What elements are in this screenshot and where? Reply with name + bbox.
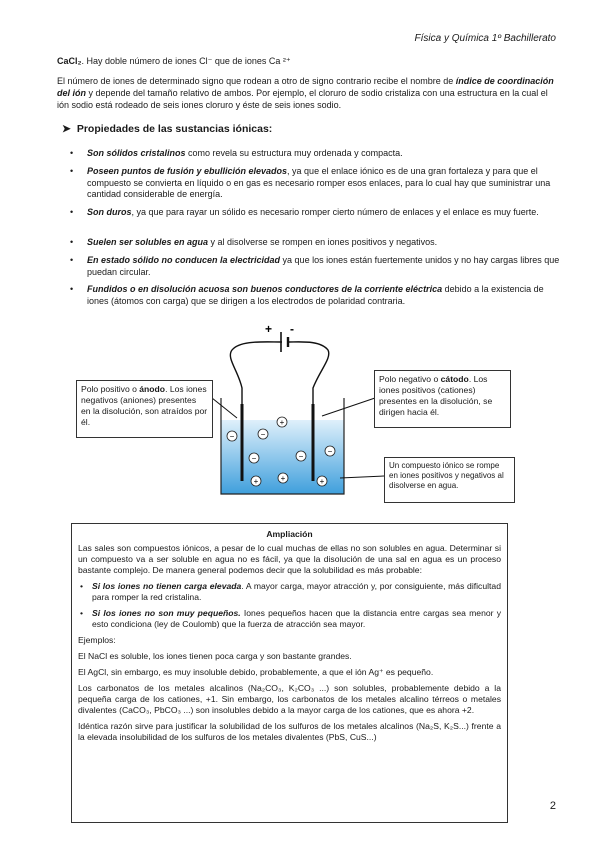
bullet-icon: • — [70, 207, 74, 217]
cathode-label — [374, 370, 511, 428]
cathode-pointer — [322, 398, 375, 416]
bullet-text: ya que los iones están fuertemente unidos y no hay cargas libres que puedan circular. — [87, 255, 560, 277]
list-item — [78, 608, 501, 630]
ion-sign: − — [251, 454, 257, 463]
list-item — [78, 581, 501, 603]
compound-label: Un compuesto iónico se rompe en iones positivos y negativos al disolverse en agua. — [384, 457, 515, 503]
anion — [227, 431, 237, 441]
bullet-icon: • — [70, 148, 74, 158]
cathode-term: cátodo — [440, 374, 469, 384]
bullet-text: y al disolverse se rompen en iones positivos y negativos. — [208, 237, 438, 247]
cathode-text-a: Polo negativo o — [379, 374, 441, 384]
p2-a: El número de iones de determinado signo que rodean a otro de signo contrario recibe el nombre de — [57, 76, 456, 86]
ion-sign: − — [327, 447, 333, 456]
bullet-bold: Son duros — [87, 207, 132, 217]
ampliacion-title: Ampliación — [266, 529, 313, 539]
ion-sign: + — [319, 477, 325, 486]
anion — [325, 446, 335, 456]
ion-sign: + — [279, 418, 285, 427]
cathode-wire — [288, 342, 329, 404]
minus-sign: - — [290, 322, 294, 336]
example-carbonates: Los carbonatos de los metales alcalinos (Na₂CO₃, K₂CO₃ ...) son solubles, probablemente debido a la pequeña carga de los cationes, +1. Sin embargo, los carbonatos de los metales alcalino térreos o metales divalentes (CaCO₃, PbCO₃ ...) son insolubles debido a la mayor carga de los cationes, que es ahora +2. — [78, 683, 501, 715]
anion — [249, 453, 259, 463]
ion-sign: − — [260, 430, 266, 439]
examples-label: Ejemplos: — [78, 635, 116, 645]
bullet-bold: Son sólidos cristalinos — [87, 148, 186, 158]
ion-sign: − — [298, 452, 304, 461]
example-sulfides: Idéntica razón sirve para justificar la solubilidad de los sulfuros de los metales alcalinos (Na₂S, K₂S...) frente a la elevada insolubilidad de los sulfuros de los metales divalentes (PbS, CuS...) — [78, 721, 501, 742]
bullet-icon: • — [70, 237, 74, 247]
bullet-text: debido a la existencia de iones (átomos con carga) que se dirigen a los electrodos de polaridad contraria. — [87, 284, 544, 306]
cation — [277, 417, 287, 427]
bullet-icon: • — [70, 166, 74, 176]
page-number: 2 — [549, 800, 556, 812]
bullet-text: Iones pequeños hacen que la distancia entre cargas sea menor y esto condiciona (ley de Coulomb) que la fuerza de atracción sea mayor. — [92, 608, 502, 629]
ion-sign: + — [280, 474, 286, 483]
ion-sign: + — [253, 477, 259, 486]
ampliacion-box — [71, 523, 508, 823]
intro-line-text: . Hay doble número de iones Cl⁻ que de iones Ca ²⁺ — [81, 56, 291, 66]
coordination-term: índice de coordinación del ión — [57, 76, 554, 98]
anode-pointer — [212, 398, 237, 418]
anode-text-c: . Los iones negativos (aniones) presentes en la disolución, son atraídos por él. — [81, 384, 208, 427]
bullet-text: , ya que para rayar un sólido es necesario romper cierto número de enlaces y el enlace es muy fuerte. — [131, 207, 539, 217]
bullet-bold: Si los iones no son muy pequeños. — [92, 608, 241, 618]
section-title: Propiedades de las sustancias iónicas: — [76, 123, 273, 135]
ampliacion-p1: Las sales son compuestos iónicos, a pesar de lo cual muchas de ellas no son solubles en agua. Determinar si un compuesto va a ser soluble en agua no es fácil, ya que la disolución de una sal en agua es un proceso bastante complejo. De manera general podemos decir que la solubilidad es más probable: — [78, 543, 501, 575]
cation — [251, 476, 261, 486]
formula: CaCl₂ — [57, 56, 82, 66]
page-header: Física y Química 1º Bachillerato — [414, 33, 556, 44]
example-nacl: El NaCl es soluble, los iones tienen poca carga y son bastante grandes. — [78, 651, 352, 661]
cathode-text-c: . Los iones positivos (cationes) presentes en la disolución, se dirigen hacia él. — [379, 374, 493, 417]
anode-wire — [230, 342, 282, 404]
bullet-icon: • — [80, 608, 84, 618]
ion-sign: − — [229, 432, 235, 441]
bullet-bold: Poseen puntos de fusión y ebullición elevados — [87, 166, 288, 176]
cation — [317, 476, 327, 486]
anode-term: ánodo — [139, 384, 166, 394]
bullet-text: como revela su estructura muy ordenada y compacta. — [185, 148, 403, 158]
bullet-icon: • — [70, 255, 74, 265]
compound-pointer — [340, 476, 384, 478]
bullet-text: , ya que el enlace iónico es de una gran fortaleza y para que el compuesto se convierta en líquido o en gas es necesario romper esos enlaces, para lo cual hay que suministrar una cantidad considerable de energía. — [87, 166, 551, 199]
anode-label — [76, 380, 213, 438]
cation — [278, 473, 288, 483]
arrow-icon: ➤ — [62, 123, 71, 135]
anode-text-a: Polo positivo o — [81, 384, 140, 394]
bullet-bold: En estado sólido no conducen la electricidad — [87, 255, 281, 265]
bullet-bold: Si los iones no tienen carga elevada — [92, 581, 242, 591]
plus-sign: + — [265, 322, 273, 336]
bullet-bold: Suelen ser solubles en agua — [87, 237, 209, 247]
anion — [258, 429, 268, 439]
bullet-icon: • — [80, 581, 84, 591]
bullet-text: . A mayor carga, mayor atracción y, por consiguiente, más dificultad para romper la red cristalina. — [92, 581, 501, 602]
bullet-icon: • — [70, 284, 74, 294]
bullet-bold: Fundidos o en disolución acuosa son buenos conductores de la corriente eléctrica — [87, 284, 443, 294]
p2-c: y depende del tamaño relativo de ambos. Por ejemplo, el cloruro de sodio cristaliza con una estructura en la cual el ión sodio está rodeado de seis iones cloruro y éste de seis iones sodio. — [57, 88, 548, 110]
example-agcl: El AgCl, sin embargo, es muy insoluble debido, probablemente, a que el ión Ag⁺ es pequeño. — [78, 667, 434, 677]
anion — [296, 451, 306, 461]
